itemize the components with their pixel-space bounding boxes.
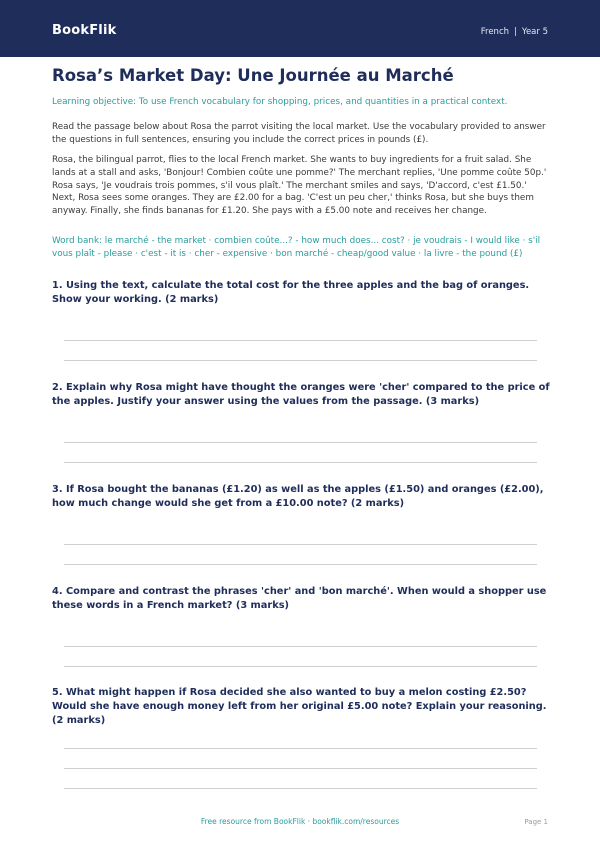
question-4: 4. Compare and contrast the phrases 'cher' and 'bon marché'. When would a shopper use these words in a French market? (3 marks) [52, 586, 547, 611]
answer-line[interactable] [64, 442, 537, 443]
year-label: Year 5 [521, 27, 548, 37]
answer-line[interactable] [64, 666, 537, 667]
question-5: 5. What might happen if Rosa decided she also wanted to buy a melon costing £2.50? Would she have enough money left from her original £5.00 note? Explain your reasoning. (2 marks) [52, 687, 547, 726]
instructions: Read the passage below about Rosa the parrot visiting the local market. Use the vocabulary provided to answer the questions in full sentences, ensuring you include the correct prices in pounds (£). [52, 122, 546, 145]
question-1: 1. Using the text, calculate the total cost for the three apples and the bag of oranges. Show your working. (2 marks) [52, 280, 530, 305]
answer-line[interactable] [64, 788, 537, 789]
answer-line[interactable] [64, 340, 537, 341]
answer-line[interactable] [64, 768, 537, 769]
header-bar [0, 0, 600, 57]
question-2: 2. Explain why Rosa might have thought the oranges were 'cher' compared to the price of the apples. Justify your answer using the values from the passage. (3 marks) [52, 382, 550, 407]
answer-line[interactable] [64, 462, 537, 463]
answer-line[interactable] [64, 544, 537, 545]
brand-logo: BookFlik [52, 23, 117, 38]
learning-objective: Learning objective: To use French vocabulary for shopping, prices, and quantities in a practical context. [52, 97, 508, 107]
answer-line[interactable] [64, 748, 537, 749]
reading-passage: Rosa, the bilingual parrot, flies to the local French market. She wants to buy ingredients for a fruit salad. She lands at a stall and asks, 'Bonjour! Combien coûte une pomme?' The merchant replies, 'Une pomme coûte 50p.' Rosa says, 'Je voudrais trois pommes, s'il vous plaît.' The merchant smiles and says, 'D'accord, c'est £1.50.' Next, Rosa sees some oranges. They are £2.00 for a bag. 'C'est un peu cher,' thinks Rosa, but she buys them anyway. Finally, she finds bananas for £1.20. She pays with a £5.00 note and receives her change. [52, 155, 547, 217]
answer-line[interactable] [64, 360, 537, 361]
subject-year [481, 27, 548, 37]
meta-separator: | [514, 27, 517, 37]
page-number: Page 1 [524, 818, 548, 826]
question-3: 3. If Rosa bought the bananas (£1.20) as well as the apples (£1.50) and oranges (£2.00), how much change would she get from a £10.00 note? (2 marks) [52, 484, 544, 509]
answer-line[interactable] [64, 646, 537, 647]
word-bank: Word bank: le marché - the market · combien coûte...? - how much does... cost? · je voudrais - I would like · s'il vous plaît - please · c'est - it is · cher - expensive · bon marché - cheap/good value · la livre - the pound (£) [52, 236, 541, 259]
subject-label: French [480, 27, 510, 37]
answer-line[interactable] [64, 564, 537, 565]
worksheet-title: Rosa’s Market Day: Une Journée au Marché [52, 66, 454, 85]
footer-credit: Free resource from BookFlik · bookflik.com/resources [200, 817, 400, 826]
